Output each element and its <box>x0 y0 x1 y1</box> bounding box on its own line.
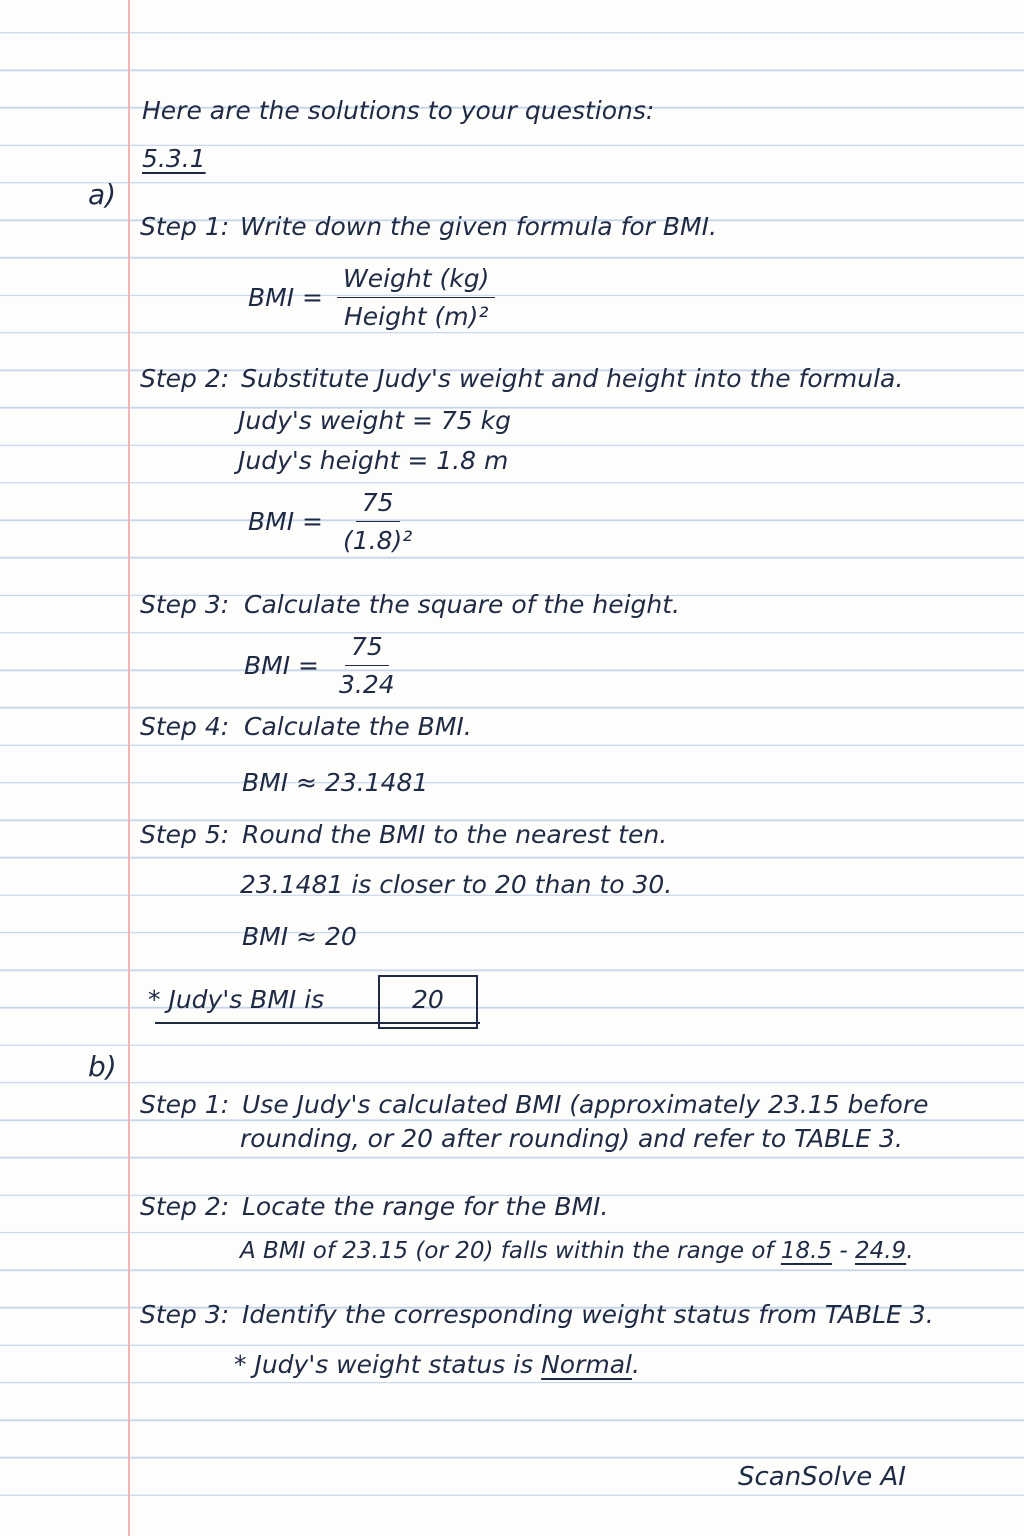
part-a-step1-label: Step 1: <box>140 212 230 241</box>
range-high: 24.9 <box>854 1238 907 1264</box>
part-a-label: a) <box>88 178 117 211</box>
part-a-step5-text: Round the BMI to the nearest ten. <box>242 820 668 849</box>
range-low: 18.5 <box>780 1238 833 1264</box>
part-a-step4-label: Step 4: <box>140 712 230 741</box>
part-b-step3-line1: Identify the corresponding weight status from TABLE 3. <box>242 1300 934 1329</box>
part-b-step1-line1: Use Judy's calculated BMI (approximately 23.15 before <box>242 1090 929 1119</box>
bmi-formula <box>248 264 495 331</box>
answer-value: 20 <box>412 985 444 1014</box>
substitution-formula <box>248 488 418 555</box>
part-a-step2-text: Substitute Judy's weight and height into the formula. <box>241 364 904 393</box>
bmi-rounded: BMI ≈ 20 <box>242 922 357 951</box>
conclusion-prefix: * Judy's weight status is <box>234 1350 534 1379</box>
part-a-step3-text: Calculate the square of the height. <box>244 590 680 619</box>
part-b-step2-line2 <box>240 1238 914 1264</box>
squared-denominator: 3.24 <box>339 670 395 699</box>
conclusion-suffix: . <box>632 1350 640 1379</box>
judy-height: Judy's height = 1.8 m <box>238 446 509 475</box>
formula-lhs: BMI = <box>248 283 323 312</box>
judy-weight: Judy's weight = 75 kg <box>238 406 511 435</box>
conclusion-value: Normal <box>541 1350 633 1379</box>
part-a-step1-text: Write down the given formula for BMI. <box>240 212 717 241</box>
part-b-step2-line1: Locate the range for the BMI. <box>242 1192 609 1221</box>
intro-text: Here are the solutions to your questions: <box>142 96 655 125</box>
part-b-step1-label: Step 1: <box>140 1090 230 1119</box>
answer-prefix: * Judy's BMI is <box>148 985 325 1014</box>
formula-numerator: Weight (kg) <box>337 264 495 298</box>
watermark: ScanSolve AI <box>738 1462 906 1492</box>
answer-underline <box>155 1022 480 1024</box>
margin-line <box>128 0 130 1536</box>
part-b-step1-line2: rounding, or 20 after rounding) and refer to TABLE 3. <box>240 1124 903 1153</box>
bmi-result: BMI ≈ 23.1481 <box>242 768 429 797</box>
formula-denominator: Height (m)² <box>343 302 489 331</box>
squared-lhs: BMI = <box>244 651 319 680</box>
squared-formula <box>244 632 401 699</box>
weight-status-conclusion <box>234 1350 640 1379</box>
part-a-step5-label: Step 5: <box>140 820 230 849</box>
part-a-step3-label: Step 3: <box>140 590 230 619</box>
part-b-step2-label: Step 2: <box>140 1192 230 1221</box>
question-number: 5.3.1 <box>142 144 206 173</box>
substitution-lhs: BMI = <box>248 507 323 536</box>
substitution-denominator: (1.8)² <box>343 526 413 555</box>
closer-note: 23.1481 is closer to 20 than to 30. <box>240 870 673 899</box>
part-b-label: b) <box>88 1050 117 1083</box>
part-b-step3-label: Step 3: <box>140 1300 230 1329</box>
range-separator: - <box>839 1238 848 1264</box>
range-suffix: . <box>906 1238 914 1264</box>
substitution-numerator: 75 <box>356 488 400 522</box>
part-a-step4-text: Calculate the BMI. <box>244 712 472 741</box>
squared-numerator: 75 <box>345 632 389 666</box>
part-a-step2-label: Step 2: <box>140 364 230 393</box>
range-prefix: A BMI of 23.15 (or 20) falls within the range of <box>240 1238 774 1264</box>
